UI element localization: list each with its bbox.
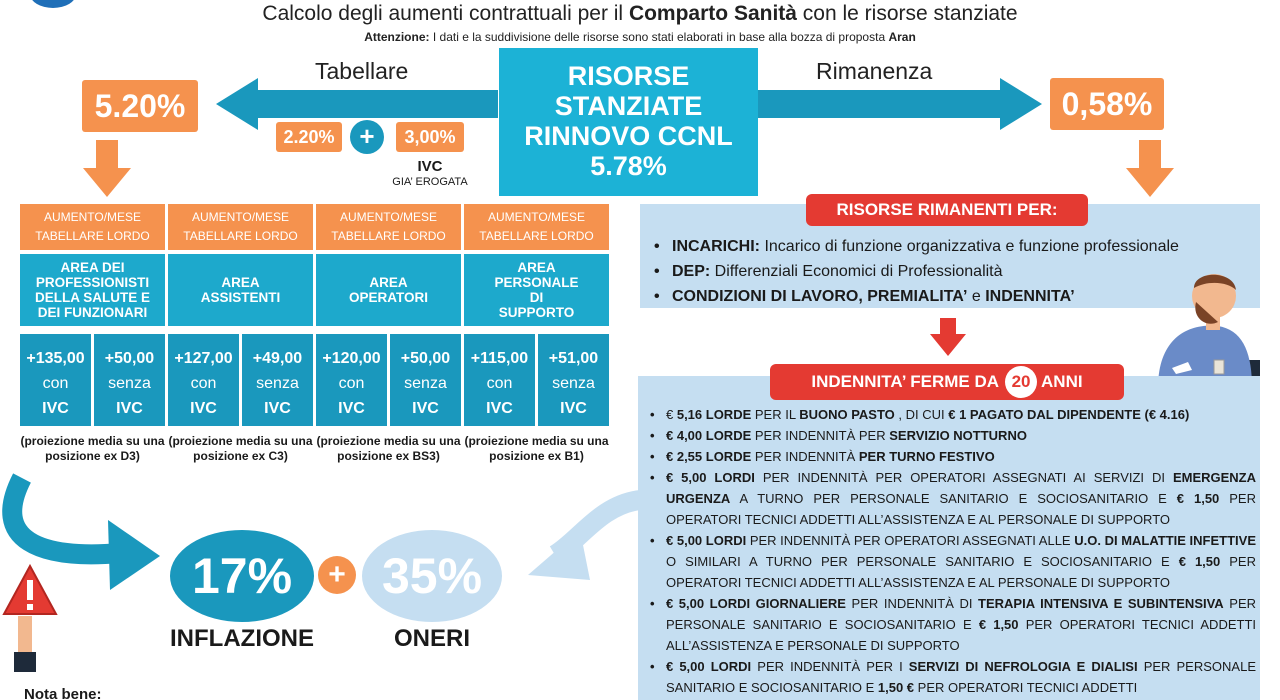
column-head: AUMENTO/MESE TABELLARE LORDO xyxy=(316,204,461,250)
column-area: AREA DEI PROFESSIONISTI DELLA SALUTE E DEI FUNZIONARI xyxy=(20,254,165,326)
down-arrow-right xyxy=(1126,140,1174,197)
plus-circle-bottom: + xyxy=(318,556,356,594)
resources-line1: RISORSE xyxy=(567,61,690,91)
value-without-ivc: +50,00 senza IVC xyxy=(390,334,461,426)
tabellare-part2: 3,00% xyxy=(396,122,464,152)
column-operatori xyxy=(316,204,461,464)
rimanenza-label: Rimanenza xyxy=(816,58,933,84)
projection-note: (proiezione media su una posizione ex D3) xyxy=(20,434,165,463)
tabellare-label: Tabellare xyxy=(315,58,409,84)
rimanenza-total: 0,58% xyxy=(1050,78,1164,130)
curved-arrow-right-head xyxy=(528,530,590,580)
warning-sign-icon xyxy=(0,562,60,672)
projection-note: (proiezione media su una posizione ex C3) xyxy=(168,434,313,463)
value-without-ivc: +50,00 senza IVC xyxy=(94,334,165,426)
indemnities-list xyxy=(642,404,1256,698)
projection-note: (proiezione media su una posizione ex B1) xyxy=(464,434,609,463)
indemnity-item: • € 5,16 LORDE PER IL BUONO PASTO , DI CUI € 1 PAGATO DAL DIPENDENTE (€ 4.16) xyxy=(642,404,1256,425)
down-arrow-red xyxy=(930,318,966,356)
value-without-ivc: +51,00 senza IVC xyxy=(538,334,609,426)
ivc-note: GIA’ EROGATA xyxy=(392,176,468,188)
indemnity-item: • € 5,00 LORDI PER INDENNITÀ PER OPERATORI ASSEGNATI ALLE U.O. DI MALATTIE INFETTIVE O SIMILARI A TURNO PER PERSONALE SANITARIO E SOCIOSANITARIO E € 1,50 PER OPERATORI TECNICI ADDETTI ALL’ASSISTENZA E AL PERSONALE DI SUPPORTO xyxy=(642,530,1256,593)
projection-note: (proiezione media su una posizione ex BS3) xyxy=(316,434,461,463)
value-with-ivc: +115,00 con IVC xyxy=(464,334,535,426)
column-area: AREA OPERATORI xyxy=(316,254,461,326)
right-arrow xyxy=(758,78,1042,130)
resources-line2: STANZIATE xyxy=(554,91,703,121)
indemnities-pill: INDENNITA’ FERME DA 20 ANNI xyxy=(770,364,1124,400)
remaining-pill: RISORSE RIMANENTI PER: xyxy=(806,194,1088,226)
column-assistenti xyxy=(168,204,313,464)
tired-worker-illustration xyxy=(1148,268,1260,390)
remaining-item: • INCARICHI: Incarico di funzione organizzativa e funzione professionale xyxy=(652,234,1252,259)
column-professionisti xyxy=(20,204,165,464)
value-with-ivc: +135,00 con IVC xyxy=(20,334,91,426)
indemnity-item: • € 5,00 LORDI GIORNALIERE PER INDENNITÀ DI TERAPIA INTENSIVA E SUBINTENSIVA PER PERSONALE SANITARIO E SOCIOSANITARIO E € 1,50 PER OPERATORI TECNICI ADDETTI ALL’ASSISTENZA E PERSONALE DI SUPPORTO xyxy=(642,593,1256,656)
indemnity-item: • € 5,00 LORDI PER INDENNITÀ PER OPERATORI ASSEGNATI AI SERVIZI DI EMERGENZA URGENZA A TURNO PER PERSONALE SANITARIO E SOCIOSANITARIO E € 1,50 PER OPERATORI TECNICI ADDETTI ALL’ASSISTENZA E AL PERSONALE DI SUPPORTO xyxy=(642,467,1256,530)
value-with-ivc: +127,00 con IVC xyxy=(168,334,239,426)
value-with-ivc: +120,00 con IVC xyxy=(316,334,387,426)
value-without-ivc: +49,00 senza IVC xyxy=(242,334,313,426)
charges-oval: 35% xyxy=(362,530,502,622)
column-head: AUMENTO/MESE TABELLARE LORDO xyxy=(20,204,165,250)
resources-percent: 5.78% xyxy=(590,151,667,181)
indemnity-item: • € 5,00 LORDI PER INDENNITÀ PER I SERVIZI DI NEFROLOGIA E DIALISI PER PERSONALE SANITARIO E SOCIOSANITARIO E 1,50 € PER OPERATORI TECNICI ADDETTI xyxy=(642,656,1256,698)
indemnity-item: • € 4,00 LORDE PER INDENNITÀ PER SERVIZIO NOTTURNO xyxy=(642,425,1256,446)
note-heading: Nota bene: xyxy=(24,686,102,700)
column-head: AUMENTO/MESE TABELLARE LORDO xyxy=(168,204,313,250)
resources-box xyxy=(499,48,758,196)
down-arrow-left xyxy=(83,140,131,197)
column-head: AUMENTO/MESE TABELLARE LORDO xyxy=(464,204,609,250)
indemnity-item: • € 2,55 LORDE PER INDENNITÀ PER TURNO FESTIVO xyxy=(642,446,1256,467)
column-area: AREA PERSONALE DI SUPPORTO xyxy=(464,254,609,326)
inflation-label: INFLAZIONE xyxy=(170,625,314,652)
charges-label: ONERI xyxy=(393,625,470,652)
remaining-item: • CONDIZIONI DI LAVORO, PREMIALITA’ e INDENNITA’ xyxy=(652,284,1252,309)
column-supporto xyxy=(464,204,609,464)
plus-circle-top: + xyxy=(350,120,384,154)
ivc-label: IVC xyxy=(417,158,443,175)
inflation-oval: 17% xyxy=(170,530,314,622)
remaining-item: • DEP: Differenziali Economici di Professionalità xyxy=(652,259,1252,284)
tabellare-part1: 2.20% xyxy=(276,122,342,152)
column-area: AREA ASSISTENTI xyxy=(168,254,313,326)
columns-grid xyxy=(20,204,610,494)
page-title: Calcolo degli aumenti contrattuali per il Comparto Sanità con le risorse stanziate xyxy=(262,2,1018,25)
curved-arrow-left-head xyxy=(108,520,160,590)
years-badge: 20 xyxy=(1005,366,1037,398)
page-subtitle: Attenzione: I dati e la suddivisione delle risorse sono stati elaborati in base alla bozza di proposta Aran xyxy=(364,30,916,44)
tabellare-total: 5.20% xyxy=(82,80,198,132)
resources-line3: RINNOVO CCNL xyxy=(524,121,733,151)
